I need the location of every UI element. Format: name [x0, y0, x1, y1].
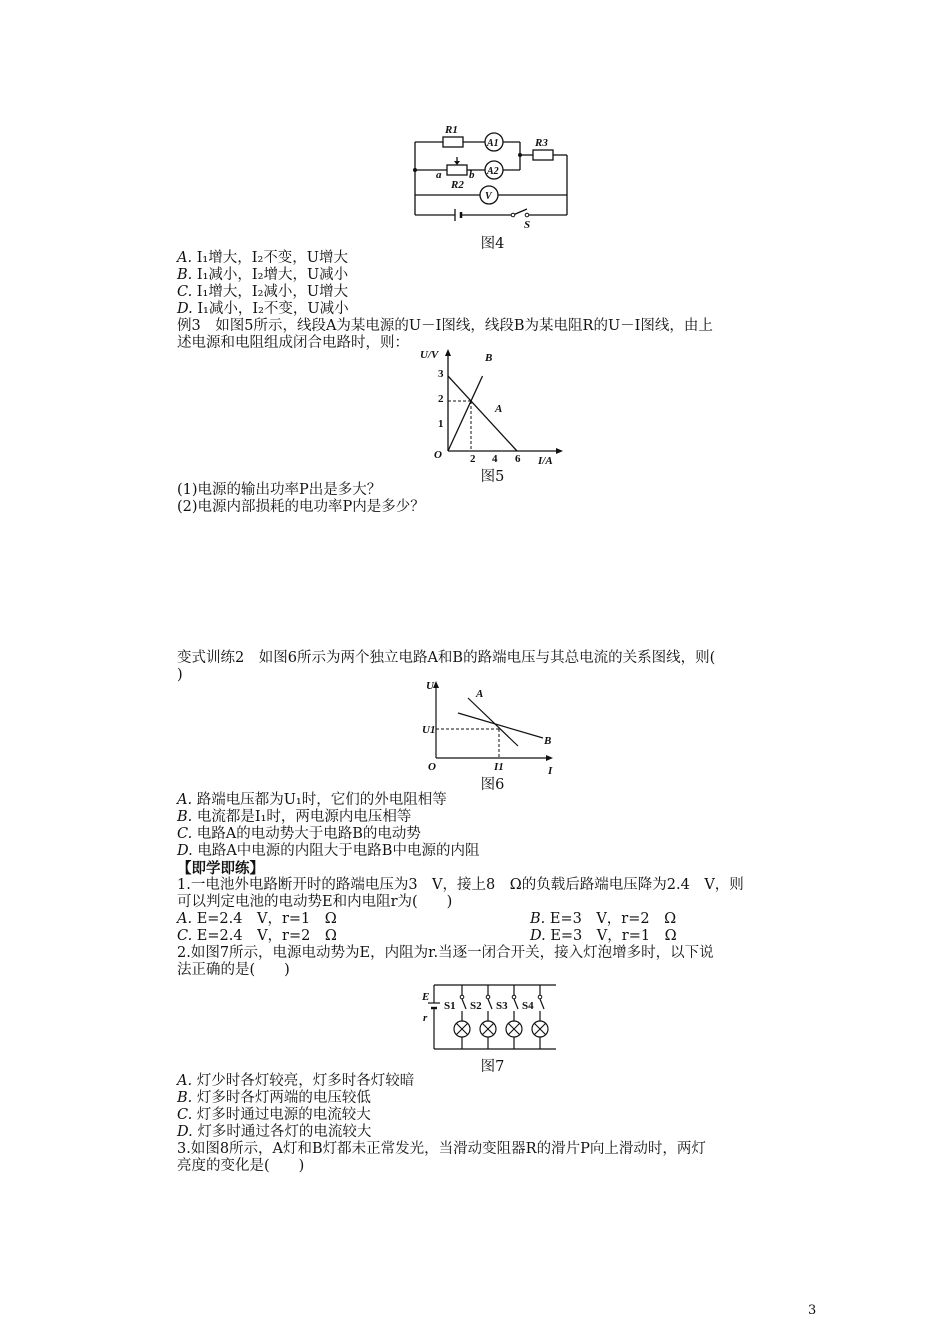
- fig5-ytick-1: 1: [438, 418, 444, 430]
- fig6-line-b-label: B: [544, 735, 552, 747]
- variant2-option-c: C. 电路A的电动势大于电路B的电动势: [177, 826, 421, 842]
- fig4-r2-label: R2: [451, 179, 464, 191]
- fig7-switch-2: [488, 999, 492, 1009]
- section-title: 【即学即练】: [177, 860, 264, 877]
- fig4-option-c: C. I₁增大，I₂减小，U增大: [177, 284, 349, 300]
- fig6-line-b: [458, 713, 543, 738]
- fig4-option-b: B. I₁减小，I₂增大，U减小: [177, 267, 349, 283]
- fig6-xlabel: I: [548, 765, 553, 776]
- example3-line1: 例3 如图5所示，线段A为某电源的U－I图线，线段B为某电阻R的U－I图线，由上: [177, 318, 713, 334]
- figure-5-caption: 图5: [480, 469, 505, 485]
- variant2-option-d: D. 电路A中电源的内阻大于电路B中电源的内阻: [177, 843, 480, 859]
- variant2-line2: ): [177, 667, 183, 683]
- p1-option-d: D. E=3 V，r=1 Ω: [530, 928, 677, 944]
- figure-6-chart: [418, 678, 568, 776]
- fig4-r3-label: R3: [535, 137, 548, 149]
- p2-line2: 法正确的是( ): [177, 962, 290, 978]
- fig5-series-a: [448, 376, 517, 451]
- fig7-switch-s2-label: S2: [470, 1000, 482, 1012]
- fig7-switch-4: [540, 999, 544, 1009]
- fig7-r-label: r: [423, 1012, 428, 1024]
- fig6-line-a: [468, 698, 518, 746]
- figure-4-circuit: [405, 120, 580, 232]
- fig5-ylabel: U/V: [420, 349, 439, 361]
- fig6-origin: O: [428, 761, 436, 773]
- fig6-line-a-label: A: [476, 688, 484, 700]
- p1-option-a: A. E=2.4 V，r=1 Ω: [177, 911, 337, 927]
- fig4-b-label: b: [469, 169, 475, 181]
- p3-line2: 亮度的变化是( ): [177, 1158, 305, 1174]
- fig5-xtick-2: 2: [470, 453, 476, 465]
- fig4-a2-label: A2: [487, 166, 499, 177]
- fig5-line-b-label: B: [485, 352, 493, 364]
- fig5-ytick-2: 2: [438, 393, 444, 405]
- figure-7-caption: 图7: [480, 1059, 505, 1075]
- fig7-switch-contact-3: [512, 995, 516, 999]
- fig5-line-a-label: A: [495, 403, 503, 415]
- fig7-switch-contact-4: [538, 995, 542, 999]
- figure-7-circuit: [420, 977, 570, 1055]
- fig7-switch-1: [462, 999, 466, 1009]
- fig5-xtick-6: 6: [515, 453, 521, 465]
- fig7-switch-3: [514, 999, 518, 1009]
- p2-option-c: C. 灯多时通过电源的电流较大: [177, 1107, 371, 1123]
- fig7-switch-s3-label: S3: [496, 1000, 508, 1012]
- p2-option-b: B. 灯多时各灯两端的电压较低: [177, 1090, 371, 1106]
- variant2-option-a: A. 路端电压都为U₁时，它们的外电阻相等: [177, 792, 447, 808]
- fig6-i1-label: I1: [494, 761, 504, 773]
- fig7-switch-s1-label: S1: [444, 1000, 456, 1012]
- fig4-option-d: D. I₁减小，I₂不变，U减小: [177, 301, 349, 317]
- p1-line1: 1.一电池外电路断开时的路端电压为3 V，接上8 Ω的负载后路端电压降为2.4 V，则: [177, 877, 744, 893]
- fig4-a1-label: A1: [487, 138, 499, 149]
- fig7-e-label: E: [422, 991, 430, 1003]
- figure-5-chart: [418, 346, 570, 466]
- p2-line1: 2.如图7所示，电源电动势为E，内阻为r.当逐一闭合开关，接入灯泡增多时，以下说: [177, 945, 714, 961]
- example3-question-1: (1)电源的输出功率P出是多大？: [177, 482, 382, 498]
- fig6-u1-label: U1: [422, 724, 436, 736]
- variant2-option-b: B. 电流都是I₁时，两电源内电压相等: [177, 809, 412, 825]
- fig4-v-label: V: [485, 191, 492, 202]
- fig4-option-a: A. I₁增大，I₂不变，U增大: [177, 250, 349, 266]
- fig4-s-label: S: [524, 219, 531, 231]
- fig5-xlabel: I/A: [538, 455, 553, 466]
- p1-option-c: C. E=2.4 V，r=2 Ω: [177, 928, 337, 944]
- fig5-xtick-4: 4: [492, 453, 498, 465]
- fig7-switch-contact-2: [486, 995, 490, 999]
- fig5-ytick-3: 3: [438, 368, 444, 380]
- figure-4-caption: 图4: [480, 236, 505, 252]
- example3-line2: 述电源和电阻组成闭合电路时，则：: [177, 335, 409, 351]
- fig4-r1-label: R1: [445, 124, 458, 136]
- figure-6-caption: 图6: [480, 777, 505, 793]
- fig5-origin: O: [434, 449, 442, 461]
- p3-line1: 3.如图8所示，A灯和B灯都未正常发光，当滑动变阻器R的滑片P向上滑动时，两灯: [177, 1141, 706, 1157]
- example3-question-2: (2)电源内部损耗的电功率P内是多少？: [177, 499, 425, 515]
- variant2-line1: 变式训练2 如图6所示为两个独立电路A和B的路端电压与其总电流的关系图线，则(: [177, 650, 716, 666]
- page-number: 3: [808, 1303, 817, 1318]
- p1-line2: 可以判定电池的电动势E和内电阻r为( ): [177, 894, 453, 910]
- fig5-series-b: [448, 376, 483, 451]
- p1-option-b: B. E=3 V，r=2 Ω: [530, 911, 677, 927]
- fig7-switch-contact-1: [460, 995, 464, 999]
- p2-option-d: D. 灯多时通过各灯的电流较大: [177, 1124, 372, 1140]
- fig6-ylabel: U: [426, 680, 434, 692]
- fig4-a-label: a: [436, 169, 442, 181]
- fig7-switch-s4-label: S4: [522, 1000, 534, 1012]
- p2-option-a: A. 灯少时各灯较亮，灯多时各灯较暗: [177, 1073, 415, 1089]
